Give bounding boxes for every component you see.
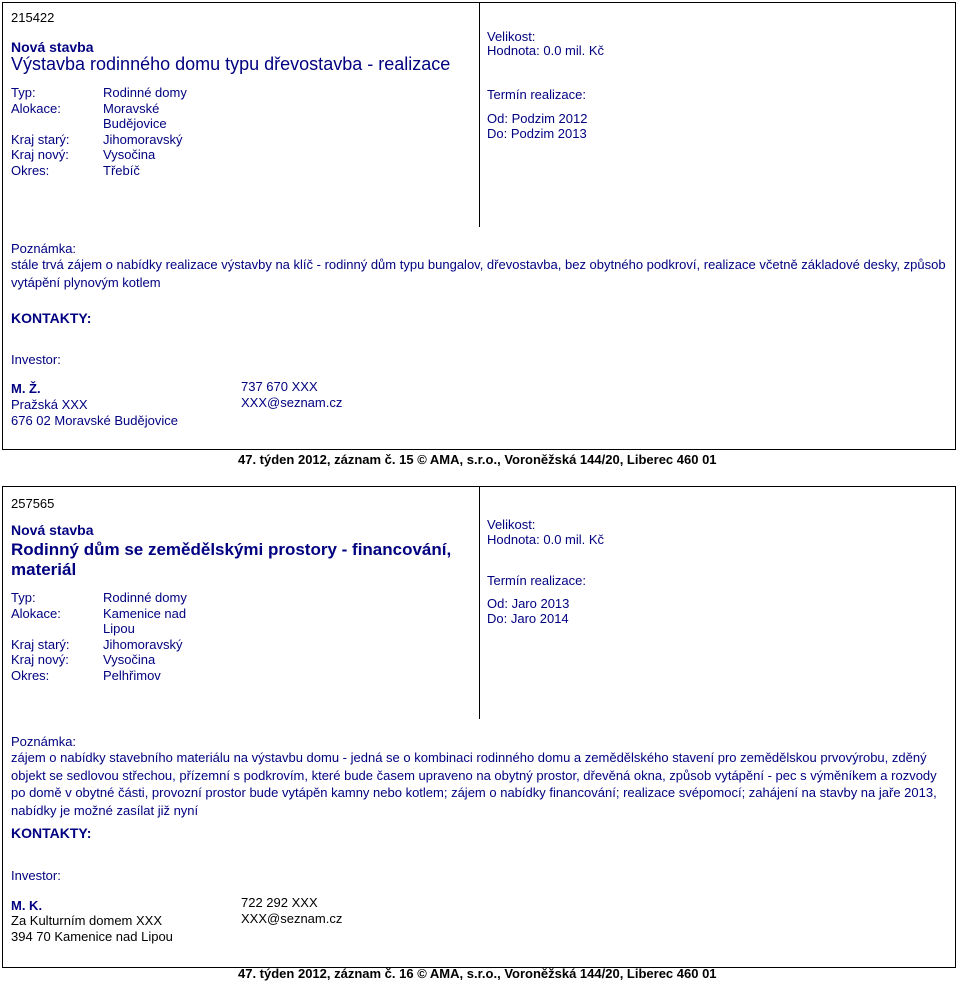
alokace-label: Alokace: [11, 100, 61, 116]
okres-label: Okres: [11, 667, 50, 683]
velikost-label: Velikost: [487, 29, 536, 44]
typ-value: Rodinné domy [103, 85, 187, 100]
termin-do: Do: Podzim 2013 [487, 126, 587, 141]
termin-do: Do: Jaro 2014 [487, 611, 569, 626]
record-footer: 47. týden 2012, záznam č. 15 © AMA, s.r.o., Voroněžská 144/20, Liberec 460 01 [238, 452, 717, 467]
typ-label: Typ: [11, 590, 36, 605]
column-divider [479, 3, 480, 227]
okres-value: Pelhřimov [103, 667, 161, 683]
kraj-stary-value: Jihomoravský [103, 131, 183, 147]
poznamka-label: Poznámka: [11, 734, 77, 749]
record-title: Výstavba rodinného domu typu dřevostavba - realizace [11, 54, 451, 74]
kontakty-heading: KONTAKTY: [11, 310, 92, 326]
kraj-stary-value: Jihomoravský [103, 636, 183, 652]
alokace-value: Kamenice nad Lipou [103, 605, 187, 636]
velikost-label: Velikost: [487, 517, 536, 532]
kraj-novy-label: Kraj nový: [11, 652, 69, 667]
attribute-table [11, 85, 193, 178]
record-title: Rodinný dům se zemědělskými prostory - financování, materiál [11, 540, 452, 579]
alokace-label: Alokace: [11, 605, 61, 621]
kontakty-heading: KONTAKTY: [11, 825, 92, 841]
contact-phone: 737 670 XXX [241, 379, 318, 394]
record-215422 [2, 2, 956, 450]
hodnota-value: Hodnota: 0.0 mil. Kč [487, 43, 605, 58]
termin-od: Od: Jaro 2013 [487, 596, 570, 611]
poznamka-text: stále trvá zájem o nabídky realizace výstavby na klíč - rodinný dům typu bungalov, dřevostavba, bez obytného podkroví, realizace včetně základové desky, způsob vytápění plynovým kotlem [11, 257, 946, 290]
typ-value: Rodinné domy [103, 590, 187, 605]
contact-email: XXX@seznam.cz [241, 395, 343, 410]
termin-od: Od: Podzim 2012 [487, 111, 588, 126]
record-id: 215422 [11, 10, 55, 25]
investor-street: Pražská XXX [11, 397, 88, 412]
record-id: 257565 [11, 496, 55, 511]
okres-label: Okres: [11, 162, 50, 178]
kraj-novy-label: Kraj nový: [11, 147, 69, 162]
attribute-table [11, 590, 193, 683]
termin-label: Termín realizace: [487, 87, 586, 102]
kraj-novy-value: Vysočina [103, 147, 156, 162]
investor-name: M. Ž. [11, 381, 41, 396]
investor-city: 394 70 Kamenice nad Lipou [11, 929, 173, 944]
kraj-novy-value: Vysočina [103, 652, 156, 667]
alokace-value: Moravské Budějovice [103, 100, 167, 131]
hodnota-value: Hodnota: 0.0 mil. Kč [487, 532, 605, 547]
kraj-stary-label: Kraj starý: [11, 636, 70, 652]
investor-label: Investor: [11, 868, 61, 883]
record-type: Nová stavba [11, 522, 94, 538]
investor-label: Investor: [11, 352, 61, 367]
contact-email: XXX@seznam.cz [241, 911, 343, 926]
typ-label: Typ: [11, 85, 36, 100]
record-footer: 47. týden 2012, záznam č. 16 © AMA, s.r.o., Voroněžská 144/20, Liberec 460 01 [238, 966, 717, 981]
termin-label: Termín realizace: [487, 573, 586, 588]
poznamka-text: zájem o nabídky stavebního materiálu na výstavbu domu - jedná se o kombinaci rodinného domu a zemědělského stavení pro zemědělskou prvovýrobu, zděný objekt se sedlovou střechou, přízemní s podkrovím, které bude časem upraveno na obytný prostor, dřevěná okna, způsob vytápění - pec s výměníkem a rozvody po domě v obytné části, provozní prostor bude vytápěn kamny nebo kotlem; zájem o nabídky financování; realizace svépomocí; zahájení na stavby na jaře 2013, nabídky je možné zasílat již nyní [11, 750, 937, 818]
contact-phone: 722 292 XXX [241, 895, 318, 910]
record-257565 [2, 486, 956, 968]
column-divider [479, 487, 480, 719]
investor-city: 676 02 Moravské Budějovice [11, 413, 178, 428]
kraj-stary-label: Kraj starý: [11, 131, 70, 147]
investor-street: Za Kulturním domem XXX [11, 913, 162, 928]
okres-value: Třebíč [103, 162, 140, 178]
investor-name: M. K. [11, 898, 43, 913]
record-type: Nová stavba [11, 39, 94, 55]
poznamka-label: Poznámka: [11, 241, 77, 256]
